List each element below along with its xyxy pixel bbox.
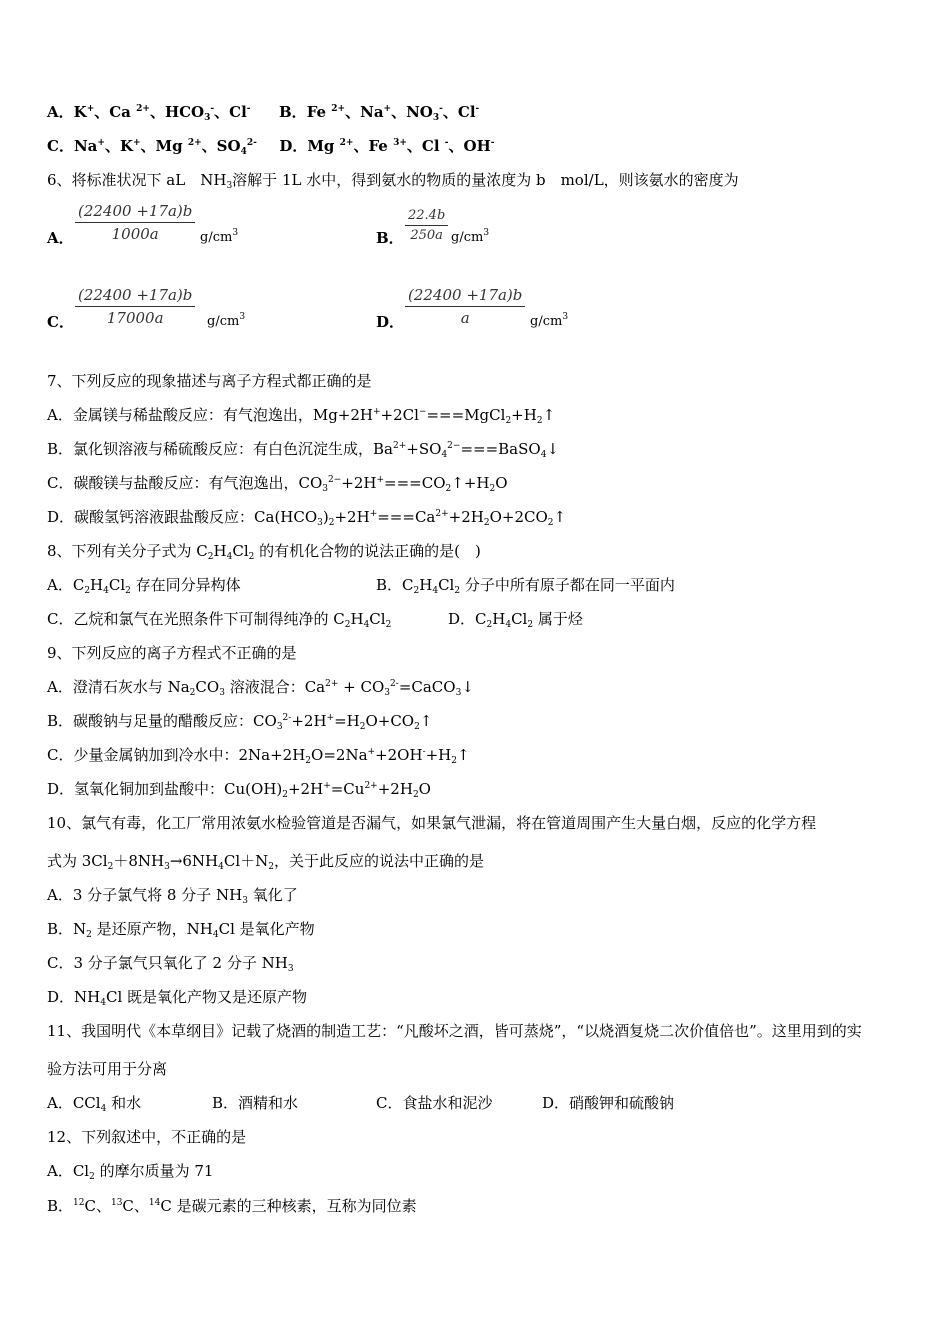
q5-options-line-2: C．Na+、K+、Mg $^{2+}$、$SO_4^{2-}$ D．Mg $^{2+}$、Fe $^{3+}$、Cl -、OH- xyxy=(47,137,495,157)
q9-stem: 9、下列反应的离子方程式不正确的是 xyxy=(47,644,297,662)
q6-option-a-fraction: $\frac{(22400 +17a)b}{1000a}$ xyxy=(75,202,195,243)
q7-stem: 7、下列反应的现象描述与离子方程式都正确的是 xyxy=(47,372,372,390)
q11-option-c: C．食盐水和泥沙 xyxy=(376,1094,493,1112)
q5-options-line-1: A．K+、Ca $^{2+}$、$HCO_3^-$、Cl- B．Fe $^{2+}$、Na+、$NO_3^-$、Cl- xyxy=(47,103,480,123)
q6-option-b-label: B． xyxy=(376,229,404,247)
q6-option-b-fraction: $\frac{22.4b}{250a}$ xyxy=(405,208,448,243)
q12-option-b: B．$^{12}$C、$^{13}$C、$^{14}$C 是碳元素的三种核素，互称为同位素 xyxy=(47,1197,417,1215)
q11-option-b: B．酒精和水 xyxy=(212,1094,299,1112)
q6-option-a-unit: $g/cm^3$ xyxy=(200,228,239,245)
q6-option-d-unit: $g/cm^3$ xyxy=(530,312,569,329)
q12-stem: 12、下列叙述中，不正确的是 xyxy=(47,1128,247,1146)
q12-option-a: A．$Cl_2$ 的摩尔质量为 71 xyxy=(47,1162,214,1182)
q9-option-b: B．碳酸钠与足量的醋酸反应：$CO_3^{2-}+2H^+=H_2O+CO_2↑$ xyxy=(47,712,433,732)
q6-option-c-unit: $g/cm^3$ xyxy=(207,312,246,329)
q7-option-d: D．碳酸氢钙溶液跟盐酸反应：$Ca(HCO_3)_2+2H^+===Ca^{2+}+2H_2O+2CO_2↑$ xyxy=(47,508,567,528)
q7-option-c: C．碳酸镁与盐酸反应：有气泡逸出，$CO_3^{2-}+2H^+===CO_2↑+H_2O$ xyxy=(47,474,508,494)
q10-option-b: B．$N_2$ 是还原产物，$NH_4Cl$ 是氧化产物 xyxy=(47,920,315,940)
q8-option-a: A．$C_2H_4Cl_2$ 存在同分异构体 xyxy=(47,576,241,596)
q11-option-d: D．硝酸钾和硫酸钠 xyxy=(542,1094,675,1112)
q10-option-d: D．$NH_4Cl$ 既是氧化产物又是还原产物 xyxy=(47,988,308,1008)
q6-option-c-label: C． xyxy=(47,313,74,331)
q6-option-a-label: A． xyxy=(47,229,74,247)
q11-stem-line-1: 11、我国明代《本草纲目》记载了烧酒的制造工艺：“凡酸坏之酒，皆可蒸烧”，“以烧酒复烧二次价值倍也”。这里用到的实 xyxy=(47,1022,862,1040)
q8-option-b: B．$C_2H_4Cl_2$ 分子中所有原子都在同一平面内 xyxy=(376,576,675,596)
q8-stem: 8、下列有关分子式为 $C_2H_4Cl_2$ 的有机化合物的说法正确的是( ) xyxy=(47,542,481,562)
q10-stem-line-1: 10、氯气有毒，化工厂常用浓氨水检验管道是否漏气，如果氯气泄漏，将在管道周围产生大量白烟，反应的化学方程 xyxy=(47,814,817,832)
q6-option-c-fraction: $\frac{(22400 +17a)b}{17000a}$ xyxy=(75,286,195,327)
q11-option-a: A．CCl$_4$ 和水 xyxy=(47,1094,142,1114)
q8-option-d: D．$C_2H_4Cl_2$ 属于烃 xyxy=(448,610,583,630)
q7-option-a: A．金属镁与稀盐酸反应：有气泡逸出，$Mg+2H^++2Cl^-===MgCl_2+H_2↑$ xyxy=(47,406,556,426)
q11-stem-line-2: 验方法可用于分离 xyxy=(47,1060,168,1078)
q10-option-a: A．3 分子氯气将 8 分子 $NH_3$ 氧化了 xyxy=(47,886,298,906)
q6-option-d-label: D． xyxy=(376,313,405,331)
q6-option-d-fraction: $\frac{(22400 +17a)b}{a}$ xyxy=(405,286,525,327)
q10-option-c: C．3 分子氯气只氧化了 2 分子 $NH_3$ xyxy=(47,954,294,974)
q9-option-c: C．少量金属钠加到冷水中：$2Na+2H_2O=2Na^++2OH^-+H_2↑$ xyxy=(47,746,470,766)
q10-stem-line-2: 式为 $3Cl_2+8NH_3\to 6NH_4Cl+N_2$，关于此反应的说法中正确的是 xyxy=(47,852,485,872)
q6-stem: 6、将标准状况下 aL $NH_3$溶解于 1L 水中，得到氨水的物质的量浓度为 b mol/L，则该氨水的密度为 xyxy=(47,171,739,191)
q6-option-b-unit: $g/cm^3$ xyxy=(451,228,490,245)
q9-option-a: A．澄清石灰水与 $Na_2CO_3$ 溶液混合：$Ca^{2+}$ + $CO_3^{2-}=CaCO_3↓$ xyxy=(47,678,474,698)
q7-option-b: B．氯化钡溶液与稀硫酸反应：有白色沉淀生成，$Ba^{2+}+SO_4^{2-}===BaSO_4↓$ xyxy=(47,440,560,460)
q9-option-d: D．氢氧化铜加到盐酸中：$Cu(OH)_2+2H^+=Cu^{2+}+2H_2O$ xyxy=(47,780,431,800)
q8-option-c: C．乙烷和氯气在光照条件下可制得纯净的 $C_2H_4Cl_2$ xyxy=(47,610,392,630)
